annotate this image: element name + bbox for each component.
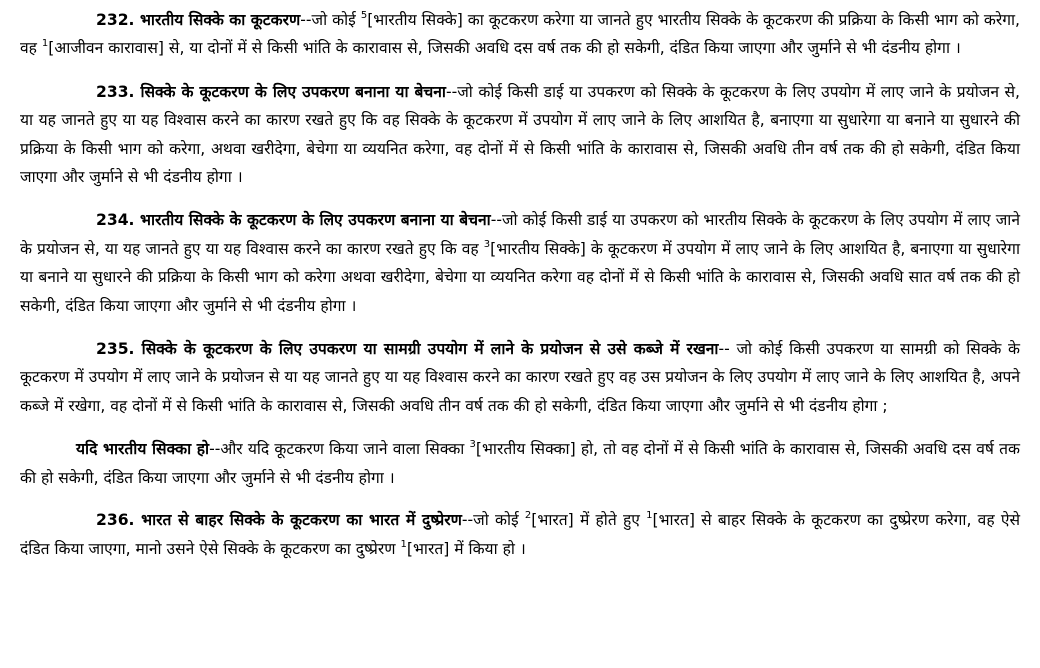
body-text: --जो कोई — [300, 11, 361, 29]
body-text: [भारत] से बाहर सिक्के के कूटकरण का दुष्प्रेरण करेगा, वह ऐसे दंडित किया जाएगा, मानो उसने ऐसे सिक्के के कूटकरण का दुष्प्रेरण — [20, 511, 1020, 558]
section-heading: 234. भारतीय सिक्के के कूटकरण के लिए उपकरण बनाना या बेचना — [96, 211, 491, 230]
section-heading: 233. सिक्के के कूटकरण के लिए उपकरण बनाना या बेचना — [96, 82, 446, 101]
body-text: [भारत] में किया हो । — [406, 539, 526, 558]
section-heading: यदि भारतीय सिक्का हो — [76, 440, 210, 459]
body-text: [आजीवन कारावास] से, या दोनों में से किसी भांति के कारावास से, जिसकी अवधि दस वर्ष तक की हो सकेगी, दंडित किया जाएगा और जुर्माने से भी दंडनीय होगा । — [48, 39, 961, 58]
section-234 — [20, 206, 1020, 320]
footnote-marker: 5 — [360, 10, 368, 21]
section-232 — [20, 6, 1020, 63]
footnote-marker: 3 — [469, 439, 476, 451]
body-text: --जो कोई — [461, 511, 525, 530]
body-text: [भारतीय सिक्का] हो, तो वह दोनों में से किसी भांति के कारावास से, जिसकी अवधि दस वर्ष तक की हो सकेगी, दंडित किया जाएगा और जुर्माने से भी दंडनीय होगा । — [20, 440, 1020, 487]
section-236 — [20, 506, 1020, 563]
section-heading: 232. भारतीय सिक्के का कूटकरण — [96, 11, 301, 29]
footnote-marker: 1 — [646, 510, 653, 522]
section-heading: 235. सिक्के के कूटकरण के लिए उपकरण या सामग्री उपयोग में लाने के प्रयोजन से उसे कब्जे में रखना — [96, 340, 719, 359]
section-heading: 236. भारत से बाहर सिक्के के कूटकरण का भारत में दुष्प्रेरण — [96, 511, 462, 530]
section-235-proviso — [20, 435, 1020, 492]
body-text: [भारत] में होते हुए — [531, 511, 647, 530]
document-page — [20, 6, 1020, 578]
body-text: --जो कोई किसी डाई या उपकरण को भारतीय सिक्के के कूटकरण के लिए उपयोग में लाए जाने के प्रयोजन से, या यह जानते हुए या यह विश्वास करने का कारण रखते हुए कि वह — [20, 211, 1021, 258]
body-text: [भारतीय सिक्के] के कूटकरण में उपयोग में लाए जाने के लिए आशयित है, बनाएगा या सुधारेगा या बनाने या सुधारने की प्रक्रिया के किसी भाग को करेगा अथवा खरीदेगा, बेचेगा या व्ययनित करेगा वह दोनों में से किसी भांति के कारावास से, जिसकी अवधि सात वर्ष तक की हो सकेगी, दंडित किया जाएगा और जुर्माने से भी दंडनीय होगा । — [20, 239, 1020, 315]
body-text: --और यदि कूटकरण किया जाने वाला सिक्का — [209, 440, 470, 459]
section-235 — [20, 335, 1020, 420]
footnote-marker: 1 — [41, 38, 49, 50]
footnote-marker: 2 — [524, 510, 532, 522]
footnote-marker: 1 — [400, 538, 407, 550]
body-text: --जो कोई किसी डाई या उपकरण को सिक्के के कूटकरण के लिए उपयोग में लाए जाने के प्रयोजन से, या यह जानते हुए या यह विश्वास करने का कारण रखते हुए कि वह सिक्के के कूटकरण में उपयोग में लाए जाने के लिए आशयित है, बनाएगा या सुधारेगा या बनाने या सुधारने की प्रक्रिया के किसी भाग को करेगा, अथवा खरीदेगा, बेचेगा या व्ययनित करेगा, वह दोनों में से किसी भांति के कारावास से, जिसकी अवधि तीन वर्ष तक की हो सकेगी, दंडित किया जाएगा और जुर्माने से भी दंडनीय होगा । — [20, 82, 1020, 187]
body-text: -- जो कोई किसी उपकरण या सामग्री को सिक्के के कूटकरण में उपयोग में लाए जाने के प्रयोजन से या यह जानते हुए या यह विश्वास करने का कारण रखते हुए वह उस प्रयोजन के लिए उपयोग में लाए जाने के लिए आशयित है, अपने कब्जे में रखेगा, वह दोनों में से किसी भांति के कारावास से, जिसकी अवधि तीन वर्ष तक की हो सकेगी, दंडित किया जाएगा और जुर्माने से भी दंडनीय होगा ; — [20, 340, 1020, 415]
body-text: [भारतीय सिक्के] का कूटकरण करेगा या जानते हुए भारतीय सिक्के के कूटकरण की प्रक्रिया के किसी भाग को करेगा, वह — [20, 11, 1020, 58]
footnote-marker: 3 — [483, 238, 491, 250]
section-233 — [20, 78, 1020, 192]
